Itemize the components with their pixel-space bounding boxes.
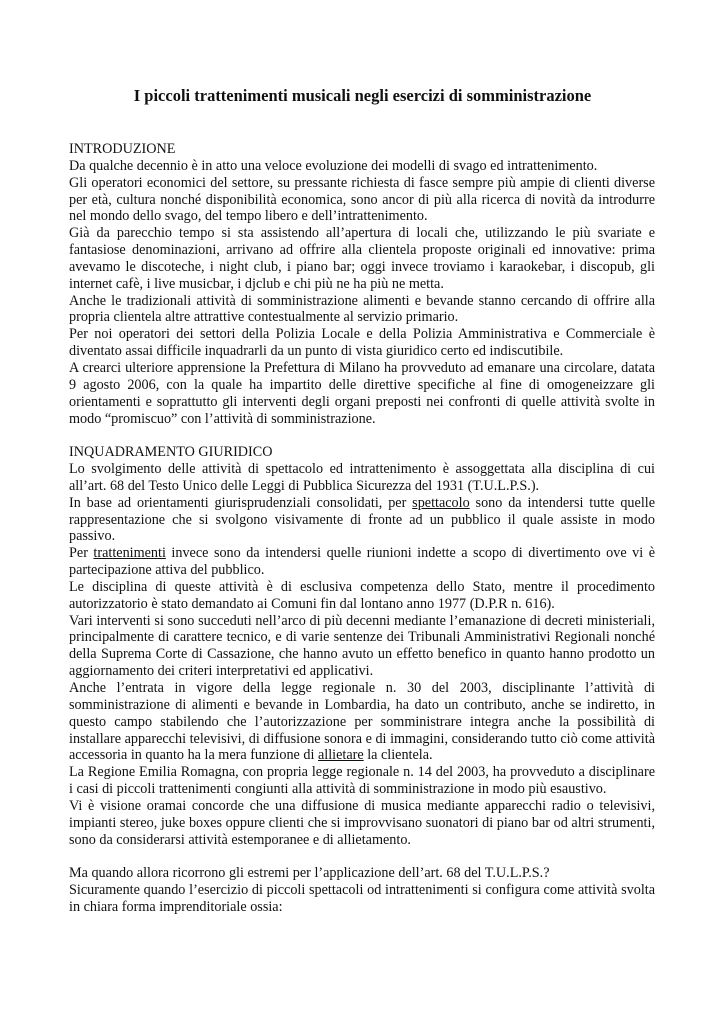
spacer [69, 427, 655, 444]
text-run: sono da intendersi tutte quelle rappresentazione che si svolgono visivamente di fronte ad un pubblico il quale assiste in modo passivo. [69, 494, 656, 545]
paragraph [69, 495, 655, 546]
paragraph: Le disciplina di queste attività è di esclusiva competenza dello Stato, mentre il procedimento autorizzatorio è stato demandato ai Comuni fin dal lontano anno 1977 (D.P.R n. 616). [69, 578, 655, 612]
text-run: la clientela. [363, 747, 433, 764]
section-heading-inquadramento: INQUADRAMENTO GIURIDICO [69, 444, 273, 461]
question-paragraph: Ma quando allora ricorrono gli estremi per l’applicazione dell’art. 68 del T.U.L.P.S.? [69, 865, 550, 882]
paragraph: Vari interventi si sono succeduti nell’arco di più decenni mediante l’emanazione di decreti ministeriali, principalmente di carattere tecnico, e di varie sentenze dei Tribunali Amministrativi Regionali nonché della Suprema Corte di Cassazione, che hanno avuto un effetto benefico in quanto hanno prodotto un aggiornamento dei criteri interpretativi ed applicativi. [69, 612, 655, 680]
text-run: In base ad orientamenti giurisprudenziali consolidati, per [69, 494, 413, 511]
paragraph [69, 545, 655, 579]
spacer [69, 848, 655, 865]
paragraph: Vi è visione oramai concorde che una diffusione di musica mediante apparecchi radio o televisivi, impianti stereo, juke boxes oppure clienti che si improvvisano suonatori di piano bar od altri strumenti, sono da considerarsi attività estemporanee e di allietamento. [69, 797, 655, 848]
paragraph: A crearci ulteriore apprensione la Prefettura di Milano ha provveduto ad emanare una circolare, datata 9 agosto 2006, con la quale ha impartito delle direttive specifiche al fine di omogeneizzare gli orientamenti e soprattutto gli interventi degli organi preposti nei confronti di quelle attività svolte in modo “promiscuo” con l’attività di somministrazione. [69, 359, 655, 427]
document-body [69, 141, 655, 916]
page-title: I piccoli trattenimenti musicali negli esercizi di somministrazione [133, 86, 592, 105]
paragraph: Già da parecchio tempo si sta assistendo all’apertura di locali che, utilizzando le più svariate e fantasiose denominazioni, arrivano ad offrire alla clientela proposte originali ed innovative: prima avevamo le discoteche, i night club, i piano bar; oggi invece troviamo i karaokebar, i discopub, gli internet cafè, i live musicbar, i djclub e chi più ne ha più ne metta. [69, 225, 655, 292]
paragraph: Sicuramente quando l’esercizio di piccoli spettacoli od intrattenimenti si configura come attività svolta in chiara forma imprenditoriale ossia: [69, 882, 655, 915]
paragraph [69, 680, 655, 764]
underlined-term: trattenimenti [93, 545, 166, 562]
text-run: invece sono da intendersi quelle riunioni indette a scopo di divertimento ove vi è partecipazione attiva del pubblico. [69, 545, 655, 579]
paragraph: Per noi operatori dei settori della Polizia Locale e della Polizia Amministrativa e Commerciale è diventato assai difficile inquadrarli da un punto di vista giuridico certo ed indiscutibile. [69, 326, 655, 360]
text-run: Anche l’entrata in vigore della legge regionale n. 30 del 2003, disciplinante l’attività di somministrazione di alimenti e bevande in Lombardia, ha dato un contributo, anche se indiretto, in questo campo stabilendo che l’autorizzazione per somministrare integra anche la possibilità di installare apparecchi televisivi, di diffusione sonora e di immagini, considerando tutto ciò come attività accessoria in quanto ha la mera funzione di [69, 680, 655, 764]
paragraph: Anche le tradizionali attività di somministrazione alimenti e bevande stanno cercando di offrire alla propria clientela altre attrattive contestualmente al servizio primario. [69, 292, 655, 326]
paragraph: Gli operatori economici del settore, su pressante richiesta di fasce sempre più ampie di clienti diverse per età, cultura nonché disponibilità economica, sono ancor di più alla ricerca di novità da introdurre nel mondo dello svago, del tempo libero e dell’intrattenimento. [69, 174, 655, 225]
underlined-term: allietare [317, 747, 364, 764]
section-heading-introduzione: INTRODUZIONE [69, 141, 176, 157]
paragraph: La Regione Emilia Romagna, con propria legge regionale n. 14 del 2003, ha provveduto a disciplinare i casi di piccoli trattenimenti congiunti alla attività di somministrazione in modo più esaustivo. [69, 764, 655, 798]
underlined-term: spettacolo [412, 494, 470, 511]
paragraph: Da qualche decennio è in atto una veloce evoluzione dei modelli di svago ed intrattenimento. [69, 157, 598, 174]
paragraph: Lo svolgimento delle attività di spettacolo ed intrattenimento è assoggettata alla disciplina di cui all’art. 68 del Testo Unico delle Leggi di Pubblica Sicurezza del 1931 (T.U.L.P.S.). [69, 461, 655, 494]
text-run: Per [69, 545, 94, 562]
